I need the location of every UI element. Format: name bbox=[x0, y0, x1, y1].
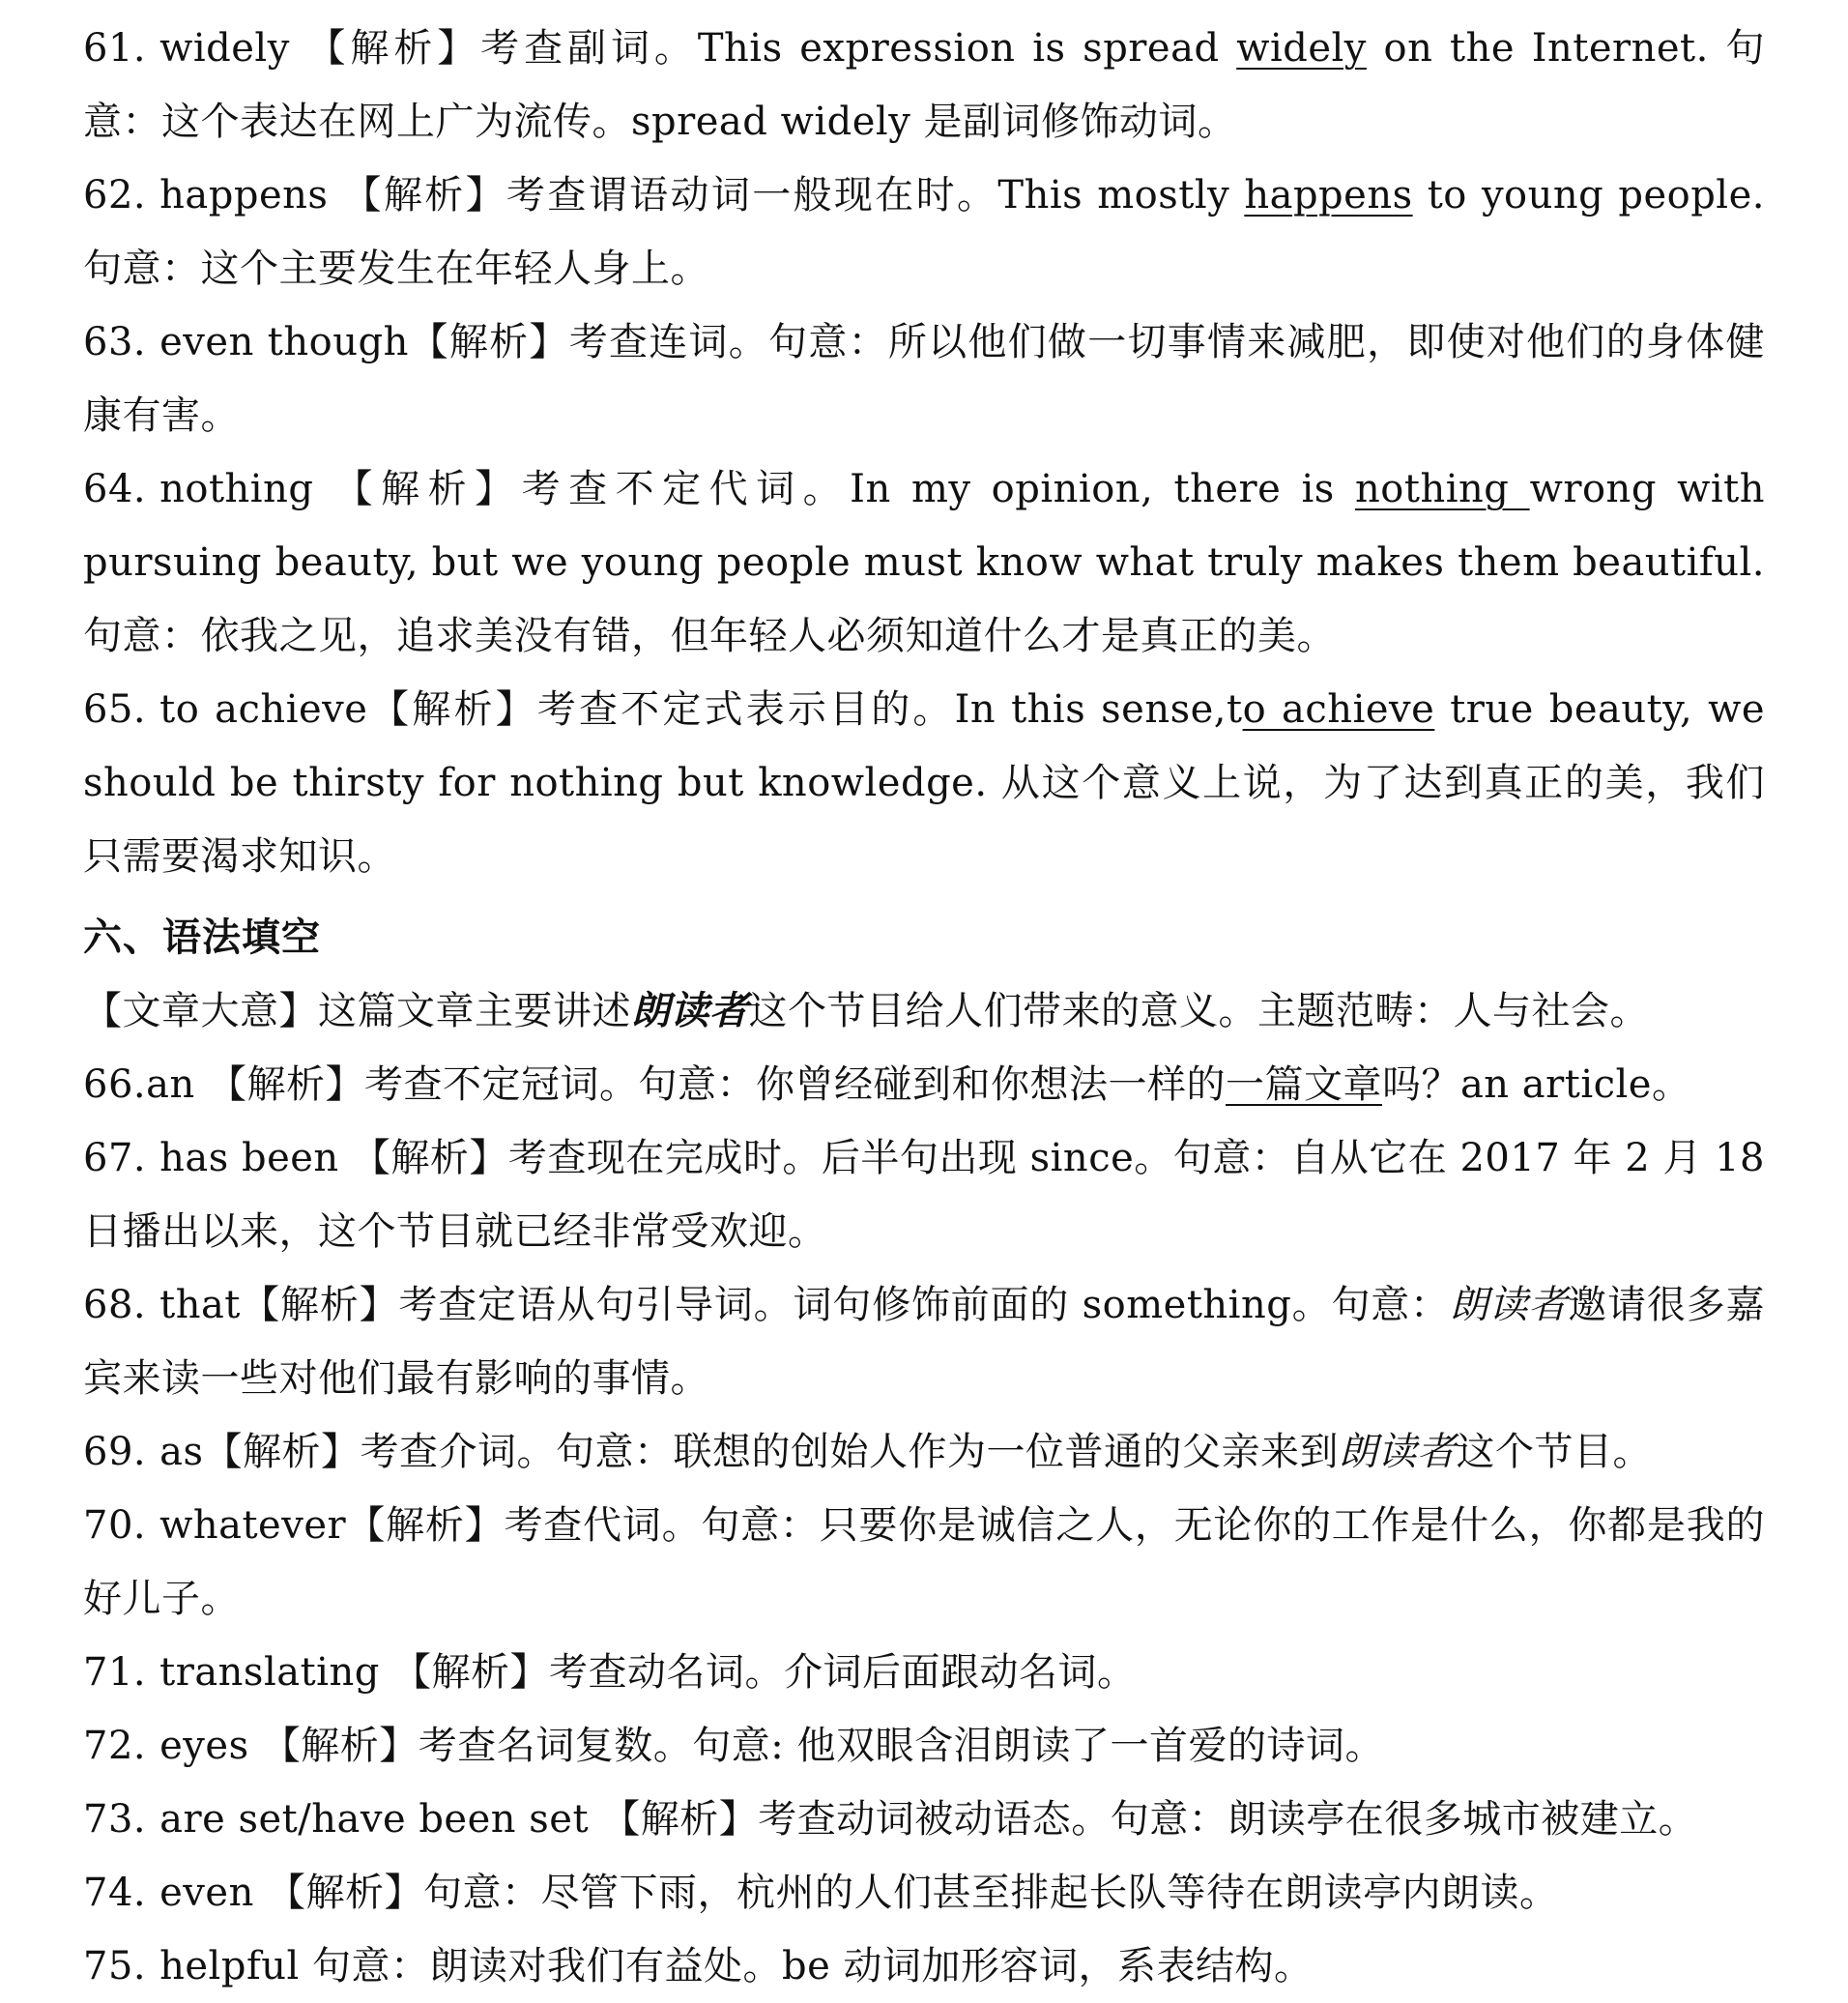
answer-item bbox=[83, 12, 1765, 159]
answer-item bbox=[83, 1268, 1765, 1415]
answer-item bbox=[83, 1709, 1765, 1783]
item-number: 72. bbox=[83, 1724, 147, 1768]
underlined-text: o achieve bbox=[1242, 687, 1435, 732]
emphasized-text: 朗读者 bbox=[1449, 1283, 1569, 1327]
answer-list-part-1 bbox=[83, 12, 1765, 893]
answer-item bbox=[83, 673, 1765, 893]
underlined-text: widely bbox=[1236, 26, 1367, 71]
item-number: 66. bbox=[83, 1062, 147, 1107]
answer-text: that【解析】考查定语从句引导词。词句修饰前面的 something。句意： bbox=[159, 1283, 1450, 1327]
item-number: 64. bbox=[83, 467, 147, 511]
emphasized-text: 朗读者 bbox=[631, 988, 749, 1033]
answer-text: true beauty, we should be thirsty for nothing but knowledge. 从这个意义上说，为了达到真正的美，我们只需要渴求知识。 bbox=[83, 687, 1765, 879]
underlined-text: happens bbox=[1244, 173, 1413, 218]
answer-text: has been 【解析】考查现在完成时。后半句出现 since。句意：自从它在 2017 年 2 月 18 日播出以来，这个节目就已经非常受欢迎。 bbox=[83, 1136, 1765, 1254]
underlined-text: nothing bbox=[1355, 467, 1530, 511]
answer-item bbox=[83, 305, 1765, 452]
answer-list-part-2 bbox=[83, 1048, 1765, 2003]
answer-item bbox=[83, 1783, 1765, 1856]
emphasized-text: 朗读者 bbox=[1339, 1430, 1457, 1474]
item-number: 70. bbox=[83, 1503, 147, 1548]
answer-item bbox=[83, 1856, 1765, 1930]
answer-text: wrong with pursuing beauty, but we young people must know what truly makes them beautiful. 句意：依我之见，追求美没有错，但年轻人必须知道什么才是真正的美。 bbox=[83, 467, 1765, 658]
answer-text: an 【解析】考查不定冠词。句意：你曾经碰到和你想法一样的 bbox=[146, 1062, 1226, 1107]
item-number: 73. bbox=[83, 1797, 147, 1842]
answer-text: widely bbox=[159, 26, 307, 71]
answer-text: 这个节目。 bbox=[1456, 1430, 1652, 1474]
answer-key-page bbox=[83, 12, 1765, 2003]
item-number: 75. bbox=[83, 1944, 147, 1988]
answer-text: 这个节目给人们带来的意义。主题范畴：人与社会。 bbox=[748, 989, 1649, 1033]
answer-text: 吗？an article。 bbox=[1381, 1062, 1691, 1107]
item-number: 74. bbox=[83, 1871, 147, 1915]
answer-text: helpful 句意：朗读对我们有益处。be 动词加形容词，系表结构。 bbox=[159, 1944, 1314, 1988]
answer-item bbox=[83, 452, 1765, 673]
article-summary bbox=[83, 974, 1765, 1048]
answer-text: to young people. 句意：这个主要发生在年轻人身上。 bbox=[83, 173, 1765, 291]
answer-text: are set/have been set 【解析】考查动词被动语态。句意：朗读亭在很多城市被建立。 bbox=[159, 1797, 1698, 1842]
answer-item bbox=[83, 159, 1765, 305]
answer-text: 【解析】考查谓语动词一般现在时。This mostly bbox=[342, 173, 1245, 218]
answer-item bbox=[83, 1415, 1765, 1489]
answer-text: translating 【解析】考查动名词。介词后面跟动名词。 bbox=[159, 1650, 1137, 1695]
item-number: 71. bbox=[83, 1650, 147, 1695]
item-number: 63. bbox=[83, 320, 147, 364]
answer-text: to achieve【解析】考查不定式表示目的。In this sense,t bbox=[159, 687, 1243, 732]
answer-text: even though【解析】考查连词。句意：所以他们做一切事情来减肥，即使对他们的身体健康有害。 bbox=[83, 320, 1765, 438]
item-number: 67. bbox=[83, 1136, 147, 1180]
item-number: 62. bbox=[83, 173, 147, 218]
answer-item bbox=[83, 1489, 1765, 1636]
item-number: 69. bbox=[83, 1430, 147, 1474]
item-number: 61. bbox=[83, 26, 147, 71]
answer-text: 【解析】考查副词。This expression is spread bbox=[306, 26, 1237, 71]
answer-text: eyes 【解析】考查名词复数。句意: 他双眼含泪朗读了一首爱的诗词。 bbox=[159, 1724, 1384, 1768]
answer-text: happens bbox=[159, 173, 343, 218]
answer-text: whatever【解析】考查代词。句意：只要你是诚信之人，无论你的工作是什么，你都是我的好儿子。 bbox=[83, 1503, 1765, 1621]
item-number: 65. bbox=[83, 687, 147, 732]
answer-text: on the Internet. 句意：这个表达在网上广为流传。spread widely 是副词修饰动词。 bbox=[83, 26, 1765, 144]
answer-text: 【文章大意】这篇文章主要讲述 bbox=[83, 989, 631, 1033]
item-number: 68. bbox=[83, 1283, 147, 1327]
answer-text: 邀请很多嘉宾来读一些对他们最有影响的事情。 bbox=[83, 1283, 1766, 1401]
answer-item bbox=[83, 1636, 1765, 1709]
answer-text: nothing 【解析】考查不定代词。In my opinion, there is bbox=[159, 467, 1356, 511]
answer-item bbox=[83, 1048, 1765, 1121]
section-heading: 六、语法填空 bbox=[83, 915, 321, 960]
answer-item bbox=[83, 1930, 1765, 2003]
answer-text: even 【解析】句意：尽管下雨，杭州的人们甚至排起长队等待在朗读亭内朗读。 bbox=[159, 1871, 1559, 1915]
answer-text: as【解析】考查介词。句意：联想的创始人作为一位普通的父亲来到 bbox=[159, 1430, 1339, 1474]
answer-item bbox=[83, 1121, 1765, 1268]
underlined-text: 一篇文章 bbox=[1225, 1062, 1382, 1107]
